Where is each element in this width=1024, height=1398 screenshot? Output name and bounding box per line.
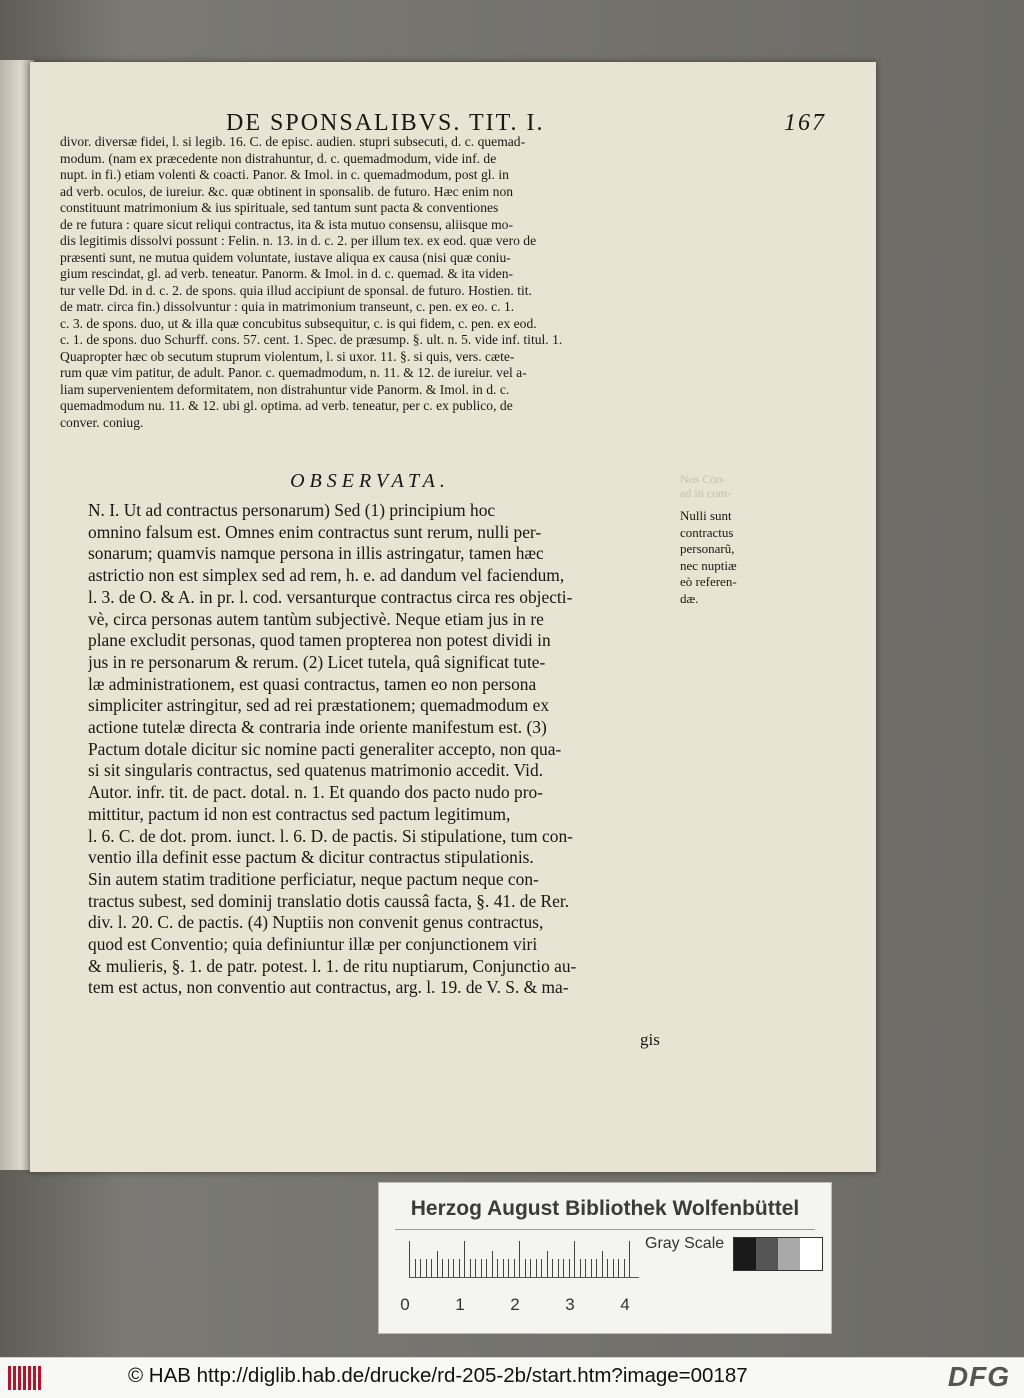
ruler-tick <box>613 1259 614 1277</box>
observata-line: ventio illa definit esse pactum & dicitur contractus stipulationis. <box>88 847 534 868</box>
ruler-tick <box>492 1251 493 1277</box>
dfg-logo: DFG <box>947 1361 1010 1392</box>
ruler-tick <box>552 1259 553 1277</box>
scale-divider <box>395 1229 815 1230</box>
observata-line: læ administrationem, est quasi contractus, tamen eo non persona <box>88 673 537 694</box>
ruler-tick <box>475 1259 476 1277</box>
observata-paragraph <box>88 500 684 999</box>
notes-line: modum. (nam ex præcedente non distrahuntur, d. c. quemadmodum, vide inf. de <box>60 150 497 166</box>
ruler-tick <box>415 1259 416 1277</box>
observata-line: l. 6. C. de dot. prom. iunct. l. 6. D. de pactis. Si stipulatione, tum con- <box>88 825 573 846</box>
marginal-note-line: dæ. <box>680 590 699 606</box>
ruler <box>409 1239 639 1279</box>
ruler-baseline <box>409 1277 639 1278</box>
observata-line: plane excludit personas, quod tamen propterea non potest dividi in <box>88 630 551 651</box>
observata-line: simpliciter astringitur, sed ad rei præstationem; quemadmodum ex <box>88 695 550 716</box>
running-head-title: DE SPONSALIBVS. TIT. I. <box>226 110 545 136</box>
ruler-tick <box>607 1259 608 1277</box>
notes-line: Quapropter hæc ob secutum stuprum violentum, l. si uxor. 11. §. si quis, vers. cæte- <box>60 348 515 364</box>
ruler-tick <box>618 1259 619 1277</box>
notes-line: c. 3. de spons. duo, ut & illa quæ concubitus subsequitur, c. is qui fidem, c. pen. ex eod. <box>60 315 537 331</box>
ruler-tick <box>508 1259 509 1277</box>
observata-line: quod est Conventio; quia definiuntur illæ per conjunctionem viri <box>88 934 538 955</box>
gray-swatch <box>778 1238 800 1270</box>
ruler-tick <box>530 1259 531 1277</box>
observata-line: mittitur, pactum id non est contractus sed pactum legitimum, <box>88 803 511 824</box>
ruler-tick <box>426 1259 427 1277</box>
ruler-tick <box>503 1259 504 1277</box>
observata-line: & mulieris, §. 1. de patr. potest. l. 1. de ritu nuptiarum, Conjunctio au- <box>88 955 577 976</box>
notes-line: c. 1. de spons. duo Schurff. cons. 57. cent. 1. Spec. de præsump. §. ult. n. 5. vide inf. titul. 1. <box>60 332 563 347</box>
color-scale-card <box>378 1182 832 1334</box>
gray-swatch <box>800 1238 822 1270</box>
hab-logo-icon <box>8 1366 46 1390</box>
notes-line: præsenti sunt, ne mutua quidem voluntate, iustave aliqua ex causa (nisi quæ coniu- <box>60 249 511 265</box>
section-title: OBSERVATA. <box>290 470 450 492</box>
page-number: 167 <box>784 110 826 136</box>
ruler-tick <box>431 1259 432 1277</box>
marginal-bleed-through <box>680 472 790 500</box>
ruler-tick <box>558 1259 559 1277</box>
ruler-tick <box>602 1251 603 1277</box>
observata-line: div. l. 20. C. de pactis. (4) Nuptiis non convenit genus contractus, <box>88 912 544 933</box>
ruler-tick <box>497 1259 498 1277</box>
observata-line: vè, circa personas autem tantùm subjectivè. Neque etiam jus in re <box>88 608 544 629</box>
notes-line: dis legitimis dissolvi possunt : Felin. n. 13. in d. c. 2. per illum tex. ex eod. quæ vero de <box>60 233 537 248</box>
notes-line: quemadmodum nu. 11. & 12. ubi gl. optima. ad verb. teneatur, per c. ex publico, de <box>60 398 513 413</box>
observata-line: Pactum dotale dicitur sic nomine pacti generaliter accepto, non qua- <box>88 738 562 759</box>
ruler-tick <box>437 1251 438 1277</box>
footer-bar <box>0 1357 1024 1398</box>
observata-line: jus in re personarum & rerum. (2) Licet tutela, quâ significat tute- <box>88 651 546 672</box>
ruler-tick <box>409 1241 410 1277</box>
observata-line: tractus subest, sed dominij translatio dotis caussâ facta, §. 41. de Rer. <box>88 890 570 911</box>
ruler-tick <box>519 1241 520 1277</box>
notes-line: conver. coniug. <box>60 414 144 430</box>
gray-scale-label: Gray Scale <box>645 1235 725 1252</box>
ruler-tick <box>536 1259 537 1277</box>
previous-page-edge <box>0 60 34 1170</box>
ruler-tick <box>580 1259 581 1277</box>
ruler-number: 3 <box>565 1295 575 1314</box>
observata-line: si sit singularis contractus, sed quatenus matrimonio accedit. Vid. <box>88 760 544 781</box>
notes-line: rum quæ vim patitur, de adult. Panor. c. quemadmodum, n. 11. & 12. de iureiur. vel a- <box>60 365 527 380</box>
ruler-tick <box>541 1259 542 1277</box>
observata-line: sonarum; quamvis namque persona in illis astringatur, tamen hæc <box>88 543 544 564</box>
ruler-tick <box>574 1241 575 1277</box>
marginal-note-line: eò referen- <box>680 574 737 589</box>
ruler-tick <box>420 1259 421 1277</box>
ruler-tick <box>486 1259 487 1277</box>
observata-line: tem est actus, non conventio aut contractus, arg. l. 19. de V. S. & ma- <box>88 977 569 998</box>
ruler-tick <box>585 1259 586 1277</box>
ruler-tick <box>448 1259 449 1277</box>
observata-line: l. 3. de O. & A. in pr. l. cod. versanturque contractus circa res objecti- <box>88 586 573 607</box>
notes-line: constituunt matrimonium & ius spirituale, sed tantum sunt pacta & conventiones <box>60 200 499 215</box>
notes-line: gium rescindat, gl. ad verb. teneatur. Panorm. & Imol. in d. c. quemad. & ita viden- <box>60 266 514 281</box>
gray-scale-swatches <box>733 1237 823 1271</box>
ruler-tick <box>525 1259 526 1277</box>
gray-swatch <box>734 1238 756 1270</box>
ruler-number: 0 <box>400 1295 410 1314</box>
marginal-ghost-line: Nos Con- <box>680 472 727 486</box>
ruler-number: 2 <box>510 1295 520 1314</box>
notes-line: de matr. circa fin.) dissolvuntur : quia in matrimonium transeunt, c. pen. ex eo. c. 1. <box>60 299 515 314</box>
ruler-tick <box>514 1259 515 1277</box>
ruler-numbers <box>400 1295 645 1319</box>
ruler-tick <box>464 1241 465 1277</box>
footer-source-link[interactable]: © HAB http://diglib.hab.de/drucke/rd-205-2b/start.htm?image=00187 <box>128 1364 748 1387</box>
notes-paragraph <box>60 134 688 431</box>
catchword: gis <box>640 1030 660 1049</box>
observata-line: omnino falsum est. Omnes enim contractus sunt rerum, nulli per- <box>88 521 542 542</box>
ruler-tick <box>596 1259 597 1277</box>
ruler-tick <box>629 1241 630 1277</box>
marginal-note-line: personarũ, <box>680 541 735 556</box>
ruler-number: 4 <box>620 1295 630 1314</box>
ruler-tick <box>569 1259 570 1277</box>
marginal-note-line: Nulli sunt <box>680 508 732 523</box>
ruler-tick <box>470 1259 471 1277</box>
ruler-tick <box>459 1259 460 1277</box>
ruler-tick <box>481 1259 482 1277</box>
notes-line: nupt. in fi.) etiam volenti & coacti. Panor. & Imol. in c. quemadmodum, post gl. in <box>60 167 509 182</box>
scale-card-title: Herzog August Bibliothek Wolfenbüttel <box>410 1197 800 1220</box>
running-head <box>226 110 826 137</box>
ruler-number: 1 <box>455 1295 465 1314</box>
observata-line: astrictio non est simplex sed ad rem, h. e. ad dandum vel faciendum, <box>88 565 565 586</box>
notes-line: liam supervenientem deformitatem, non distrahuntur vide Panorm. & Imol. in d. c. <box>60 381 510 397</box>
marginal-note <box>680 508 770 607</box>
book-page <box>30 62 876 1172</box>
ruler-tick <box>563 1259 564 1277</box>
notes-line: divor. diversæ fidei, l. si legib. 16. C. de episc. audien. stupri subsecuti, d. c. quemad- <box>60 134 526 149</box>
notes-line: ad verb. oculos, de iureiur. &c. quæ obtinent in sponsalib. de futuro. Hæc enim non <box>60 183 514 199</box>
gray-swatch <box>756 1238 778 1270</box>
marginal-ghost-line: ad in com- <box>680 486 732 500</box>
notes-line: tur velle Dd. in d. c. 2. de spons. quia illud accipiunt de sponsal. de futuro. Hostien. tit. <box>60 282 532 298</box>
ruler-tick <box>453 1259 454 1277</box>
observata-line: Sin autem statim traditione perficiatur, neque pactum neque con- <box>88 868 539 889</box>
notes-line: de re futura : quare sicut reliqui contractus, ita & ista mutuo consensu, aliisque mo- <box>60 216 514 232</box>
marginal-note-line: nec nuptiæ <box>680 557 737 573</box>
observata-line: N. I. Ut ad contractus personarum) Sed (1) principium hoc <box>88 500 496 520</box>
ruler-tick <box>442 1259 443 1277</box>
ruler-tick <box>624 1259 625 1277</box>
observata-line: Autor. infr. tit. de pact. dotal. n. 1. Et quando dos pacto nudo pro- <box>88 782 543 803</box>
observata-line: actione tutelæ directa & contraria inde oriente manifestum est. (3) <box>88 717 547 738</box>
ruler-tick <box>591 1259 592 1277</box>
marginal-note-line: contractus <box>680 524 734 540</box>
ruler-tick <box>547 1251 548 1277</box>
